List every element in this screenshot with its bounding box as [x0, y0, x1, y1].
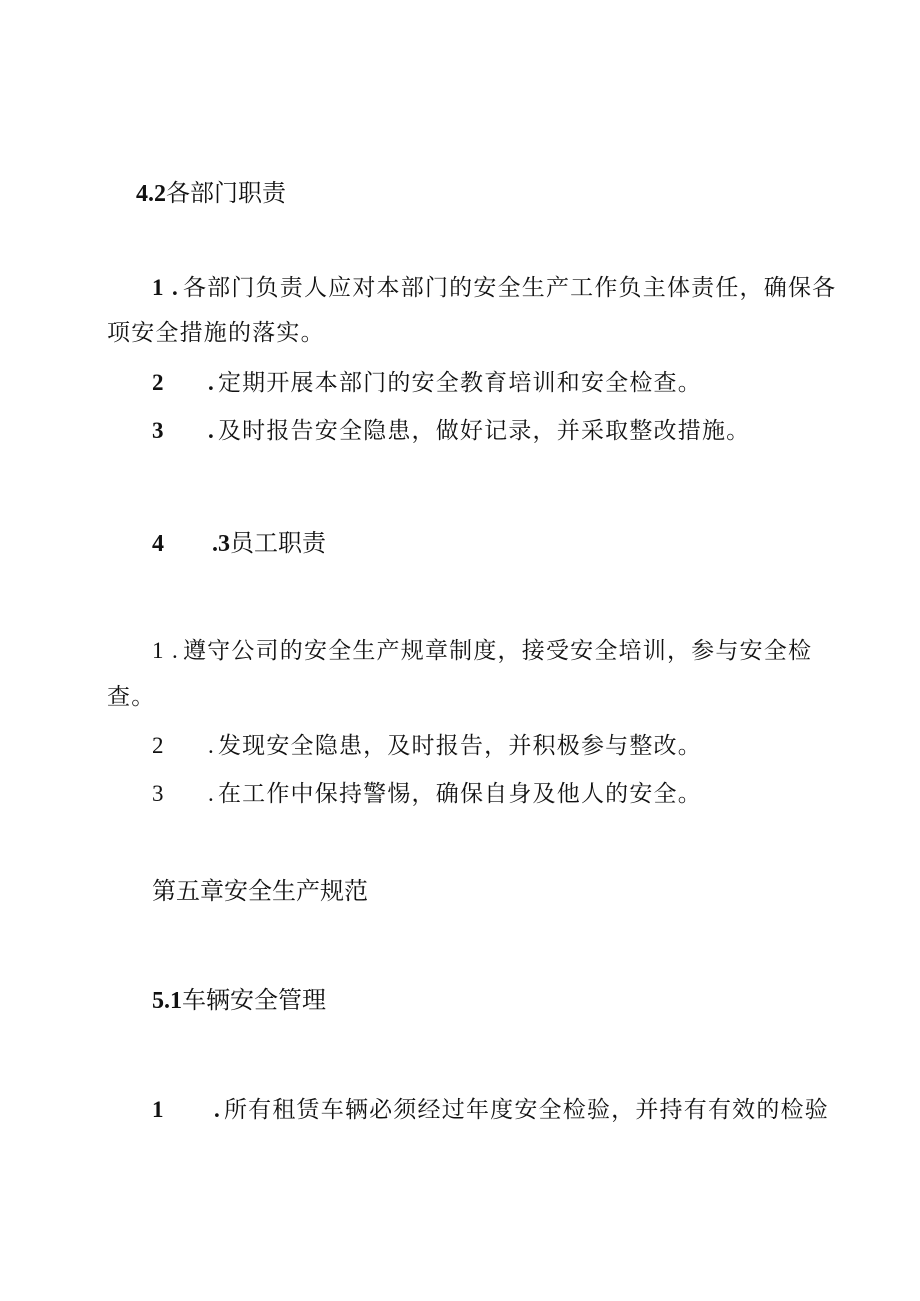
chapter-heading	[152, 876, 368, 906]
item-text: 及时报告安全隐患，做好记录，并采取整改措施。	[217, 418, 751, 444]
item-separator: .	[208, 370, 215, 395]
item-number: 1	[152, 638, 165, 663]
item-separator: .	[214, 1097, 221, 1122]
list-item	[152, 636, 812, 666]
item-text: 查。	[107, 684, 156, 710]
item-number: 3	[152, 781, 165, 806]
list-item	[152, 1095, 829, 1125]
chapter-title: 第五章安全生产规范	[152, 877, 368, 905]
item-text: 发现安全隐患，及时报告，并积极参与整改。	[217, 733, 702, 759]
section-number-minor: .3	[212, 531, 230, 557]
item-number: 2	[152, 370, 165, 395]
list-item	[152, 779, 702, 809]
item-separator: .	[172, 275, 179, 300]
item-text: 遵守公司的安全生产规章制度，接受安全培训，参与安全检	[182, 638, 813, 664]
item-separator: .	[208, 733, 215, 758]
item-text: 项安全措施的落实。	[107, 320, 325, 346]
item-separator: .	[208, 418, 215, 443]
item-text: 在工作中保持警惕，确保自身及他人的安全。	[217, 781, 702, 807]
item-separator: .	[172, 638, 179, 663]
list-item	[152, 416, 750, 446]
section-number-major: 4	[152, 531, 164, 557]
item-separator: .	[208, 781, 215, 806]
item-text: 各部门负责人应对本部门的安全生产工作负主体责任，确保各	[182, 275, 837, 301]
section-heading-4-3	[152, 528, 326, 559]
section-number: 4.2	[136, 181, 166, 207]
item-number: 1	[152, 1097, 165, 1122]
item-number: 3	[152, 418, 165, 443]
list-item-continuation	[107, 318, 325, 348]
list-item-continuation	[107, 682, 155, 712]
item-text: 所有租赁车辆必须经过年度安全检验，并持有有效的检验	[223, 1097, 829, 1123]
section-heading-5-1	[152, 985, 326, 1016]
item-text: 定期开展本部门的安全教育培训和安全检查。	[217, 370, 702, 396]
section-title: 员工职责	[230, 529, 326, 557]
section-number: 5.1	[152, 988, 182, 1014]
list-item	[152, 368, 702, 398]
section-heading-4-2	[136, 178, 286, 209]
section-title: 车辆安全管理	[182, 986, 326, 1014]
list-item	[152, 731, 702, 761]
item-number: 2	[152, 733, 165, 758]
section-title: 各部门职责	[166, 179, 286, 207]
list-item	[152, 273, 836, 303]
item-number: 1	[152, 275, 165, 300]
